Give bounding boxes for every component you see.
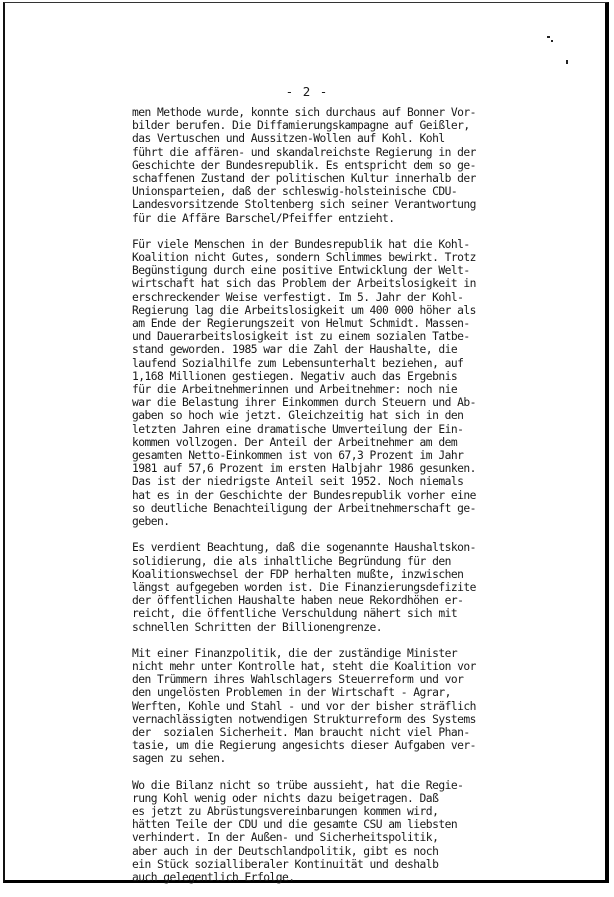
text-line: nicht mehr unter Kontrolle hat, steht die Koalition vor	[132, 659, 476, 673]
document-body	[132, 106, 522, 897]
paragraph	[132, 779, 522, 885]
text-line: Koalitionswechsel der FDP herhalten mußte, inzwischen	[132, 567, 464, 581]
paragraph	[132, 647, 522, 766]
page-number: - 2 -	[285, 84, 329, 99]
text-line: schaffenen Zustand der politischen Kultur innerhalb der	[132, 172, 476, 186]
text-line: erschreckender Weise verfestigt. Im 5. Jahr der Kohl-	[132, 290, 464, 304]
text-line: Landesvorsitzende Stoltenberg sich seiner Verantwortung	[132, 198, 476, 212]
text-line: men Methode wurde, konnte sich durchaus auf Bonner Vor-	[132, 106, 476, 119]
text-line: Geschichte der Bundesrepublik. Es entspricht dem so ge-	[132, 158, 476, 172]
text-line: gesamten Netto-Einkommen ist von 67,3 Prozent im Jahr	[132, 449, 464, 463]
text-line: Das ist der niedrigste Anteil seit 1952. Noch niemals	[132, 475, 464, 489]
text-line: 1981 auf 57,6 Prozent im ersten Halbjahr 1986 gesunken.	[132, 462, 476, 476]
text-line: geben.	[132, 515, 170, 529]
text-line: letzten Jahren eine dramatische Umverteilung der Ein-	[132, 422, 464, 436]
text-line: Es verdient Beachtung, daß die sogenannte Haushaltskon-	[132, 541, 476, 555]
text-line: Unionsparteien, daß der schleswig-holsteinische CDU-	[132, 185, 458, 199]
text-line: Mit einer Finanzpolitik, die der zuständige Minister	[132, 646, 458, 660]
text-line: Regierung lag die Arbeitslosigkeit um 400 000 höher als	[132, 303, 476, 317]
text-line: der sozialen Sicherheit. Man braucht nicht viel Phan-	[132, 725, 470, 739]
text-line: es jetzt zu Abrüstungsvereinbarungen kommen wird,	[132, 804, 439, 818]
text-line: rung Kohl wenig oder nichts dazu beigetragen. Daß	[132, 791, 439, 805]
text-line: stand geworden. 1985 war die Zahl der Haushalte, die	[132, 343, 458, 357]
text-line: auch gelegentlich Erfolge.	[132, 870, 295, 884]
text-line: vernachlässigten notwendigen Strukturreform des Systems	[132, 712, 476, 726]
text-line: gaben so hoch wie jetzt. Gleichzeitig hat sich in den	[132, 409, 464, 423]
scan-speck	[566, 60, 568, 64]
text-line: ein Stück sozialliberaler Kontinuität und deshalb	[132, 857, 439, 871]
text-line: für die Affäre Barschel/Pfeiffer entzieht.	[132, 211, 395, 225]
text-line: kommen vollzogen. Der Anteil der Arbeitnehmer am dem	[132, 435, 458, 449]
text-line: verhindert. In der Außen- und Sicherheitspolitik,	[132, 831, 439, 845]
text-line: war die Belastung ihrer Einkommen durch Steuern und Ab-	[132, 396, 476, 410]
text-line: reicht, die öffentliche Verschuldung nähert sich mit	[132, 607, 458, 621]
text-line: den ungelösten Problemen in der Wirtschaft - Agrar,	[132, 686, 451, 700]
text-line: wirtschaft hat sich das Problem der Arbeitslosigkeit in	[132, 277, 476, 291]
text-line: für die Arbeitnehmerinnen und Arbeitnehmer: noch nie	[132, 383, 458, 397]
text-line: und Dauerarbeitslosigkeit ist zu einem sozialen Tatbe-	[132, 330, 470, 344]
text-line: der öffentlichen Haushalte haben neue Rekordhöhen er-	[132, 594, 464, 608]
text-line: am Ende der Regierungszeit von Helmut Schmidt. Massen-	[132, 317, 470, 331]
paragraph	[132, 106, 522, 225]
text-line: solidierung, die als inhaltliche Begründung für den	[132, 554, 451, 568]
paragraph	[132, 238, 522, 528]
paragraph	[132, 541, 522, 633]
text-line: Begünstigung durch eine positive Entwicklung der Welt-	[132, 264, 470, 278]
scan-speck	[547, 36, 550, 38]
text-line: schnellen Schritten der Billionengrenze.	[132, 620, 383, 634]
text-line: führt die affären- und skandalreichste Regierung in der	[132, 145, 476, 159]
text-line: so deutliche Benachteiligung der Arbeitnehmerschaft ge-	[132, 501, 476, 515]
text-line: hätten Teile der CDU und die gesamte CSU am liebsten	[132, 818, 458, 832]
text-line: Koalition nicht Gutes, sondern Schlimmes bewirkt. Trotz	[132, 251, 476, 265]
text-line: den Trümmern ihres Wahlschlagers Steuerreform und vor	[132, 673, 464, 687]
text-line: Werften, Kohle und Stahl - und vor der bisher sträflich	[132, 699, 476, 713]
text-line: Für viele Menschen in der Bundesrepublik hat die Kohl-	[132, 237, 470, 251]
text-line: Wo die Bilanz nicht so trübe aussieht, hat die Regie-	[132, 778, 464, 792]
text-line: das Vertuschen und Aussitzen-Wollen auf Kohl. Kohl	[132, 132, 445, 146]
text-line: 1,168 Millionen gestiegen. Negativ auch das Ergebnis	[132, 369, 458, 383]
scan-speck	[551, 40, 553, 42]
text-line: sagen zu sehen.	[132, 752, 226, 766]
text-line: längst aufgegeben worden ist. Die Finanzierungsdefizite	[132, 580, 476, 594]
text-line: laufend Sozialhilfe zum Lebensunterhalt beziehen, auf	[132, 356, 464, 370]
text-line: aber auch in der Deutschlandpolitik, gibt es noch	[132, 844, 439, 858]
text-line: bilder berufen. Die Diffamierungskampagne auf Geißler,	[132, 119, 470, 133]
text-line: tasie, um die Regierung angesichts dieser Aufgaben ver-	[132, 739, 476, 753]
text-line: hat es in der Geschichte der Bundesrepublik vorher eine	[132, 488, 476, 502]
